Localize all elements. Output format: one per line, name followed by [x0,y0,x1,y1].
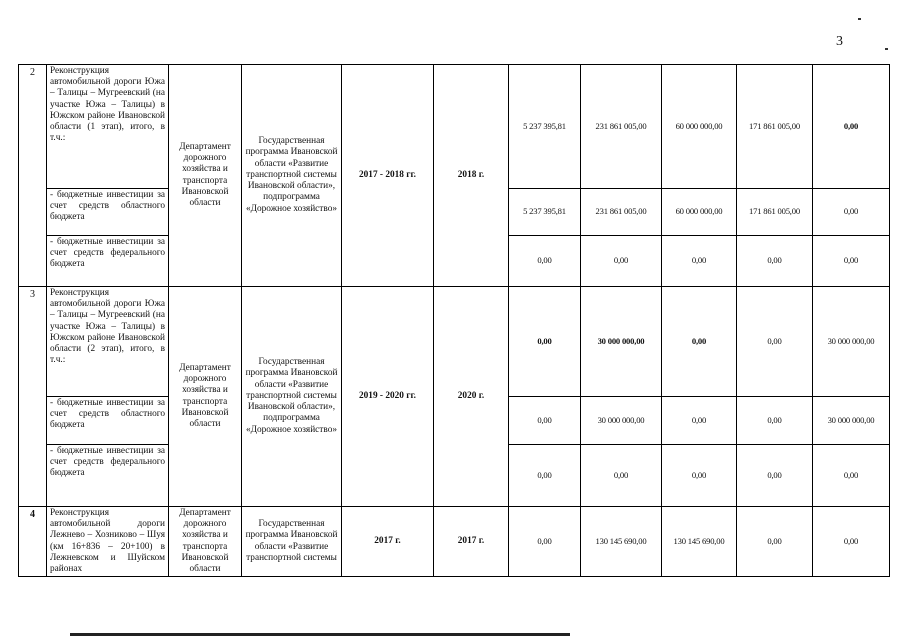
program-cell: Государственная программа Ивановской области «Развитие транспортной системы Ивановской области», подпрограмма «Дорожное хозяйство» [242,65,342,287]
subitem-description: - бюджетные инвестиции за счет средств федерального бюджета [47,445,169,507]
subitem-description: - бюджетные инвестиции за счет средств областного бюджета [47,189,169,236]
row-number: 3 [19,287,47,507]
value-cell: 0,00 [813,189,890,236]
value-cell: 231 861 005,00 [581,65,662,189]
department-cell: Департамент дорожного хозяйства и транспорта Ивановской области [169,65,242,287]
subitem-description: - бюджетные инвестиции за счет средств областного бюджета [47,397,169,445]
value-cell: 0,00 [813,236,890,287]
year-cell: 2018 г. [434,65,509,287]
value-cell: 0,00 [662,445,737,507]
year-cell: 2017 г. [434,507,509,577]
row-number: 4 [19,507,47,577]
value-cell: 171 861 005,00 [737,189,813,236]
project-description: Реконструкция автомобильной дороги Южа – Талицы – Мугреевский (на участке Южа – Талицы) в Южском районе Ивановской области (2 этап), итого, в т.ч.: [47,287,169,397]
period-cell: 2019 - 2020 гг. [342,287,434,507]
year-cell: 2020 г. [434,287,509,507]
subitem-description: - бюджетные инвестиции за счет средств федерального бюджета [47,236,169,287]
value-cell: 30 000 000,00 [581,397,662,445]
program-cell: Государственная программа Ивановской области «Развитие транспортной системы Ивановской области», подпрограмма «Дорожное хозяйство» [242,287,342,507]
program-cell: Государственная программа Ивановской области «Развитие транспортной системы [242,507,342,577]
value-cell: 0,00 [737,236,813,287]
value-cell: 0,00 [737,507,813,577]
period-cell: 2017 г. [342,507,434,577]
value-cell: 0,00 [662,287,737,397]
value-cell: 0,00 [737,287,813,397]
value-cell: 30 000 000,00 [813,287,890,397]
page-number: 3 [836,34,843,49]
bottom-rule [70,633,570,636]
value-cell: 0,00 [581,236,662,287]
value-cell: 5 237 395,81 [509,189,581,236]
value-cell: 0,00 [662,236,737,287]
investment-table [18,64,890,577]
value-cell: 0,00 [581,445,662,507]
value-cell: 130 145 690,00 [581,507,662,577]
value-cell: 231 861 005,00 [581,189,662,236]
value-cell: 0,00 [509,287,581,397]
project-description: Реконструкция автомобильной дороги Южа – Талицы – Мугреевский (на участке Южа – Талицы) в Южском районе Ивановской области (1 этап), итого, в т.ч.: [47,65,169,189]
value-cell: 0,00 [737,445,813,507]
department-cell: Департамент дорожного хозяйства и транспорта Ивановской области [169,287,242,507]
row-number: 2 [19,65,47,287]
value-cell: 0,00 [662,397,737,445]
period-cell: 2017 - 2018 гг. [342,65,434,287]
value-cell: 0,00 [813,65,890,189]
value-cell: 0,00 [737,397,813,445]
value-cell: 0,00 [813,507,890,577]
value-cell: 0,00 [509,445,581,507]
department-cell: Департамент дорожного хозяйства и транспорта Ивановской области [169,507,242,577]
value-cell: 171 861 005,00 [737,65,813,189]
value-cell: 30 000 000,00 [813,397,890,445]
value-cell: 130 145 690,00 [662,507,737,577]
table-row [19,507,890,577]
table-row [19,65,890,189]
value-cell: 0,00 [813,445,890,507]
value-cell: 0,00 [509,507,581,577]
project-description: Реконструкция автомобильной дороги Лежнево – Хозниково – Шуя (км 16+836 – 20+100) в Лежневском и Шуйском районах [47,507,169,577]
value-cell: 0,00 [509,397,581,445]
value-cell: 0,00 [509,236,581,287]
value-cell: 60 000 000,00 [662,189,737,236]
value-cell: 30 000 000,00 [581,287,662,397]
scan-speck [858,18,861,20]
value-cell: 60 000 000,00 [662,65,737,189]
value-cell: 5 237 395,81 [509,65,581,189]
table-row [19,287,890,397]
scan-speck [885,48,888,50]
